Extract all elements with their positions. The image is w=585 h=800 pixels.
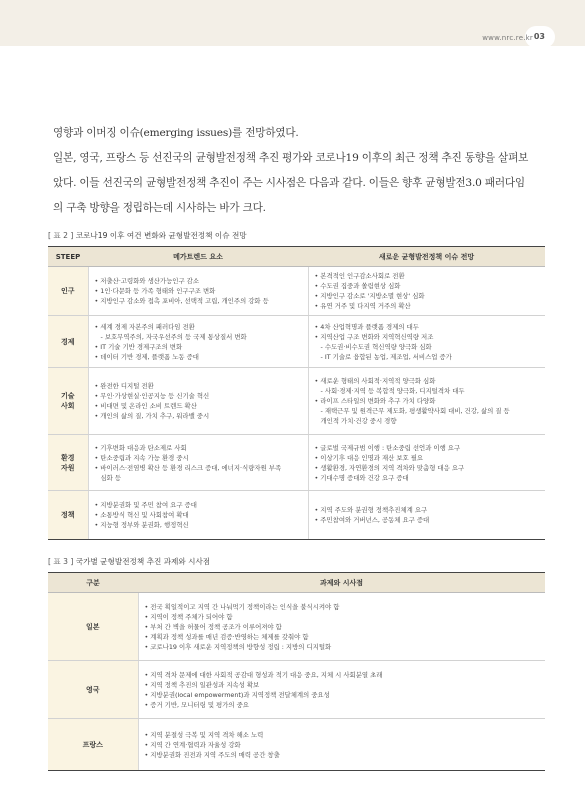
table2-category: 기술 사회	[48, 368, 88, 435]
table2-trends-cell	[88, 491, 308, 540]
issue-item: • 지역산업 구조 변화와 지역혁신역량 저조	[314, 332, 434, 341]
issue-item: • 라이프 스타일의 변화와 추구 가치 다양화	[314, 397, 436, 405]
intro-line: 영향과 이머징 이슈(emerging issues)를 전망하였다.	[53, 127, 299, 139]
table3-row	[48, 593, 545, 661]
table2-caption: 코로나19 이후 여건 변화와 균형발전정책 이슈 전망	[75, 231, 247, 240]
table3-title	[48, 556, 210, 567]
trend-item: • 소통방식 혁신 및 사회참여 확대	[94, 511, 189, 519]
task-item: • 증거 기반, 모니터링 및 평가의 중요	[144, 700, 249, 709]
trend-item: • 지방인구 감소와 접촉 포비아, 선택적 고립, 개인주의 강화 등	[94, 297, 269, 305]
task-item: • 지역 간 연계·협력과 자율성 강화	[144, 740, 241, 749]
table2-row	[48, 368, 545, 435]
table3-number: [ 표 3 ]	[48, 557, 74, 566]
issue-item: • 수도권 집중과 쏠림현상 심화	[314, 282, 401, 290]
table3-country: 프랑스	[48, 719, 138, 771]
table2-header-trends: 메가트렌드 요소	[88, 247, 308, 267]
trend-item: • 바이러스·전염병 확산 등 환경 리스크 증대, 에너지·식량자원 부족	[94, 463, 282, 472]
trend-item: • 비대면 및 온라인 소비 트렌드 확산	[94, 402, 197, 410]
task-item: • 지방분권(local empowerment)과 지역정책 전달체계의 중요성	[144, 690, 330, 699]
issue-item: • 4차 산업혁명과 플랫폼 경제의 대두	[314, 322, 419, 331]
trend-item: • 1인·다문화 등 가족 형태와 인구구조 변화	[94, 287, 216, 295]
table2-issues-cell	[308, 491, 545, 540]
task-item: • 지역 정책 추진의 일관성과 지속성 확보	[144, 680, 260, 689]
trend-item: • 기후변화 대응과 탄소제로 사회	[94, 443, 187, 452]
table3-country: 영국	[48, 661, 138, 719]
issue-item: • 기대수명 증대와 건강 요구 증대	[314, 473, 409, 482]
table2-trends-cell	[88, 316, 308, 368]
trend-item: • 지능형 정부와 분권화, 행정혁신	[94, 521, 189, 529]
intro-line: 의 구축 방향을 정립하는데 시사하는 바가 크다.	[53, 202, 266, 214]
task-item: • 부처 간 벽을 허물어 정책 공조가 이루어져야 함	[144, 622, 282, 631]
trend-item: - 보호무역주의, 자국우선주의 등 국제 통상질서 변화	[100, 332, 247, 341]
table3-row	[48, 719, 545, 771]
issue-item: • 주민참여와 거버넌스, 공동체 요구 증대	[314, 516, 430, 524]
table3-header-category: 구분	[48, 573, 138, 593]
table3-caption: 국가별 균형발전정책 추진 과제와 시사점	[75, 557, 211, 566]
table2-issues-cell	[308, 435, 545, 491]
page-number: 03	[533, 32, 545, 41]
table3-row	[48, 661, 545, 719]
issue-item: - 사회·경제·지역 등 복합적 양극화, 디지털격차 대두	[320, 387, 465, 395]
issue-item: • 새로운 형태의 사회적·지역적 양극화 심화	[314, 377, 436, 385]
issue-item: • 글로벌 국제규범 이행 : 탄소중립 선언과 이행 요구	[314, 443, 461, 452]
trend-item: • 개인의 삶의 질, 가치 추구, 워라밸 중시	[94, 412, 210, 420]
table2-number: [ 표 2 ]	[48, 231, 74, 240]
trend-item: • 지방분권화 및 주민 참여 요구 증대	[94, 501, 197, 509]
trend-item: • IT 기술 기반 경제구조의 변화	[94, 342, 183, 351]
table2-header-issues: 새로운 균형발전정책 이슈 전망	[308, 247, 545, 267]
table2-category: 정책	[48, 491, 88, 540]
issue-item: • 본격적인 인구감소사회로 전환	[314, 272, 405, 280]
issue-item: • 생활환경, 자연환경의 지역 격차와 맞춤형 대응 요구	[314, 463, 465, 472]
intro-line: 았다. 이들 선진국의 균형발전정책 추진이 주는 시사점은 다음과 같다. 이들은 향후 균형발전3.0 패러다임	[53, 177, 525, 189]
trend-item: • 탄소중립과 지속 가능 환경 중시	[94, 453, 189, 462]
trend-item: 심화 등	[100, 473, 122, 482]
table2-trends-cell	[88, 435, 308, 491]
task-item: • 지역 격차 문제에 대한 사회적 공감대 형성과 적기 대응 중요, 지체 시 사회분열 초래	[144, 670, 383, 679]
trend-item: • 세계 경제 자본주의 패러다임 전환	[94, 322, 195, 331]
table2-issues-cell	[308, 267, 545, 316]
trend-item: • 무인·가상현실·인공지능 등 신기술 혁신	[94, 392, 210, 400]
table2-row	[48, 435, 545, 491]
trend-item: • 데이터 기반 경제, 플랫폼 노동 증대	[94, 352, 199, 361]
table2-trends-cell	[88, 368, 308, 435]
table2-row	[48, 316, 545, 368]
task-item: • 계획과 정책 성과를 매년 검증·반영하는 체제를 갖춰야 함	[144, 632, 309, 641]
task-item: • 지역이 정책 주체가 되어야 함	[144, 612, 233, 621]
table-2	[48, 246, 545, 540]
table2-category: 경제	[48, 316, 88, 368]
issue-item: - 수도권·비수도권 혁신역량 양극화 심화	[320, 342, 432, 351]
intro-paragraph	[53, 121, 548, 221]
task-item: • 코로나19 이후 새로운 지역정책의 방향성 정립 : 지방의 디지털화	[144, 642, 332, 651]
table3-header-content: 과제와 시사점	[138, 573, 545, 593]
intro-line: 일본, 영국, 프랑스 등 선진국의 균형발전정책 추진 평가와 코로나19 이후의 최근 정책 추진 동향을 살펴보	[53, 152, 529, 164]
task-item: • 지방분권화 진전과 지역 주도의 매력 공간 창출	[144, 750, 280, 759]
table3-content-cell	[138, 593, 545, 661]
table3-country: 일본	[48, 593, 138, 661]
issue-item: • 지역 주도와 분권형 정책추진체계 요구	[314, 506, 428, 514]
table2-header-steep: STEEP	[48, 247, 88, 267]
issue-item: - 재택근무 및 원격근무 제도화, 평생활약사회 대비, 건강, 삶의 질 등	[320, 407, 510, 415]
issue-item: • 지방인구 감소로 '지방소멸 현상' 심화	[314, 292, 425, 300]
table-3	[48, 572, 545, 771]
task-item: • 전국 획일적이고 지역 간 나눠먹기 정책이라는 인식을 불식시켜야 함	[144, 602, 340, 611]
issue-item: • 이상기후 대응 인명과 재산 보호 필요	[314, 453, 424, 462]
table2-issues-cell	[308, 316, 545, 368]
issue-item: 개인적 가치·건강 중시 경향	[320, 417, 397, 425]
issue-item: • 유연 거주 및 다지역 거주의 확산	[314, 302, 411, 310]
table2-title	[48, 230, 247, 241]
table2-row	[48, 491, 545, 540]
table2-category: 인구	[48, 267, 88, 316]
trend-item: • 저출산·고령화와 생산가능인구 감소	[94, 277, 199, 285]
trend-item: • 완전한 디지털 전환	[94, 382, 154, 390]
header-url[interactable]: www.nrc.re.kr	[482, 34, 533, 42]
issue-item: - IT 기술로 융합된 농업, 제조업, 서비스업 증가	[320, 352, 452, 361]
table2-category: 환경 자원	[48, 435, 88, 491]
table2-issues-cell	[308, 368, 545, 435]
task-item: • 지역 분절성 극복 및 지역 격차 해소 노력	[144, 730, 264, 739]
table3-content-cell	[138, 719, 545, 771]
table2-row	[48, 267, 545, 316]
table3-content-cell	[138, 661, 545, 719]
table2-trends-cell	[88, 267, 308, 316]
